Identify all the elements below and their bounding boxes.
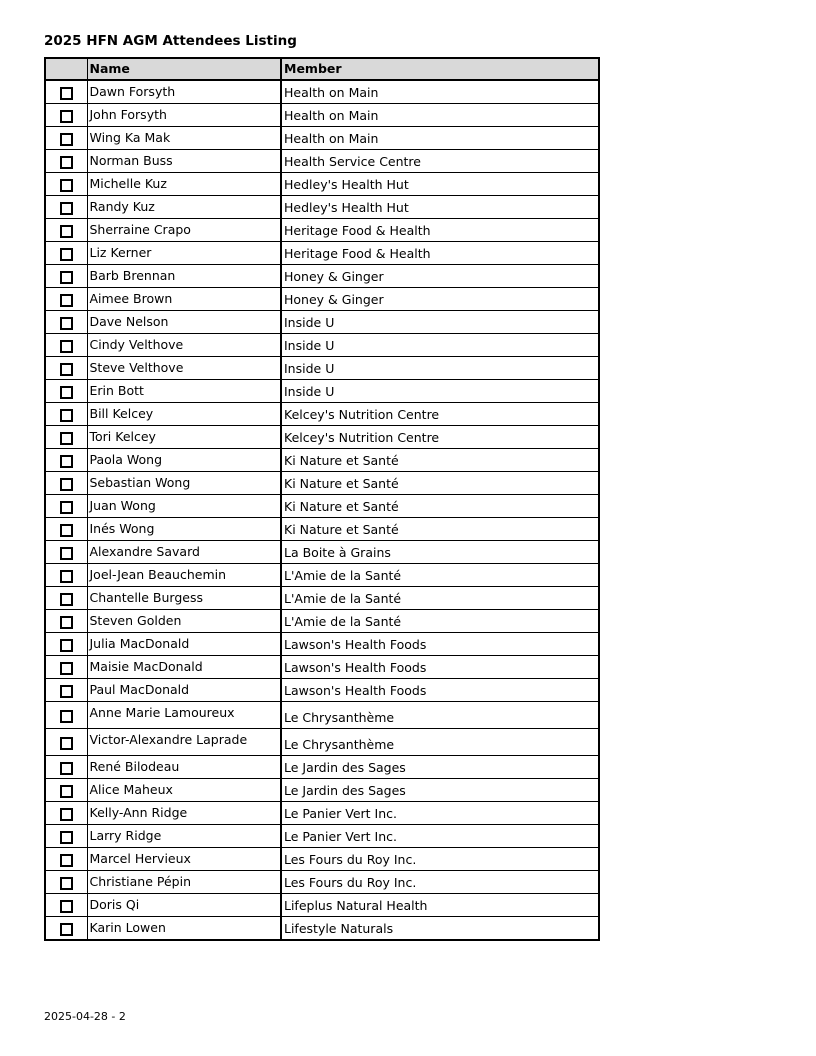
attendee-name: Bill Kelcey [87,403,281,426]
table-row [45,311,599,334]
attendee-name: Tori Kelcey [87,426,281,449]
attendee-member: Lawson's Health Foods [281,633,599,656]
attendance-checkbox-cell [45,80,87,104]
attendance-checkbox[interactable] [60,248,73,261]
attendance-checkbox-cell [45,871,87,894]
table-row [45,756,599,779]
attendance-checkbox-cell [45,518,87,541]
attendee-name: Barb Brennan [87,265,281,288]
attendance-checkbox[interactable] [60,547,73,560]
attendance-checkbox[interactable] [60,87,73,100]
attendance-checkbox-cell [45,380,87,403]
table-row [45,426,599,449]
table-row [45,564,599,587]
table-row [45,449,599,472]
attendee-member: Hedley's Health Hut [281,196,599,219]
attendance-checkbox[interactable] [60,133,73,146]
attendance-checkbox[interactable] [60,662,73,675]
table-row [45,495,599,518]
table-row [45,656,599,679]
attendee-name: Maisie MacDonald [87,656,281,679]
attendance-checkbox[interactable] [60,409,73,422]
table-row [45,518,599,541]
attendee-member: Honey & Ginger [281,265,599,288]
attendee-member: L'Amie de la Santé [281,587,599,610]
attendee-name: Karin Lowen [87,917,281,941]
attendee-member: Le Chrysanthème [281,702,599,729]
table-row [45,917,599,941]
attendee-member: Health Service Centre [281,150,599,173]
attendee-name: Juan Wong [87,495,281,518]
table-row [45,587,599,610]
attendance-checkbox-cell [45,587,87,610]
attendee-member: Ki Nature et Santé [281,518,599,541]
attendee-name: Michelle Kuz [87,173,281,196]
attendance-checkbox-cell [45,802,87,825]
attendance-checkbox[interactable] [60,877,73,890]
attendee-name: Cindy Velthove [87,334,281,357]
attendees-table [44,57,600,941]
attendance-checkbox-cell [45,242,87,265]
table-row [45,472,599,495]
attendance-checkbox[interactable] [60,432,73,445]
member-column-header: Member [281,58,599,80]
attendee-member: Inside U [281,311,599,334]
attendee-name: René Bilodeau [87,756,281,779]
attendee-name: Kelly-Ann Ridge [87,802,281,825]
attendee-member: Le Panier Vert Inc. [281,802,599,825]
attendee-member: Le Jardin des Sages [281,756,599,779]
attendee-member: Inside U [281,380,599,403]
attendee-member: Le Jardin des Sages [281,779,599,802]
attendance-checkbox[interactable] [60,455,73,468]
attendance-checkbox-cell [45,150,87,173]
attendance-checkbox[interactable] [60,363,73,376]
table-row [45,679,599,702]
attendee-member: Heritage Food & Health [281,242,599,265]
attendee-name: Dave Nelson [87,311,281,334]
attendance-checkbox-cell [45,173,87,196]
attendee-name: Wing Ka Mak [87,127,281,150]
attendance-checkbox-cell [45,426,87,449]
table-row [45,80,599,104]
attendee-member: Ki Nature et Santé [281,472,599,495]
attendee-name: Julia MacDonald [87,633,281,656]
table-row [45,848,599,871]
attendee-member: Inside U [281,357,599,380]
attendance-checkbox[interactable] [60,202,73,215]
attendance-checkbox-cell [45,756,87,779]
page-title: 2025 HFN AGM Attendees Listing [44,33,297,49]
attendance-checkbox-cell [45,917,87,941]
attendee-member: Ki Nature et Santé [281,495,599,518]
attendance-checkbox[interactable] [60,737,73,750]
attendance-checkbox[interactable] [60,900,73,913]
table-row [45,802,599,825]
attendee-name: Steven Golden [87,610,281,633]
attendee-member: Les Fours du Roy Inc. [281,871,599,894]
attendance-checkbox[interactable] [60,854,73,867]
attendee-name: Steve Velthove [87,357,281,380]
attendee-member: Lifeplus Natural Health [281,894,599,917]
table-row [45,265,599,288]
attendance-checkbox[interactable] [60,501,73,514]
attendance-checkbox-cell [45,311,87,334]
attendance-checkbox[interactable] [60,340,73,353]
table-row [45,357,599,380]
attendee-member: Inside U [281,334,599,357]
attendance-checkbox-cell [45,702,87,729]
attendee-name: Chantelle Burgess [87,587,281,610]
attendance-checkbox[interactable] [60,386,73,399]
attendance-checkbox-cell [45,104,87,127]
attendance-checkbox-cell [45,779,87,802]
attendance-checkbox[interactable] [60,225,73,238]
attendance-checkbox[interactable] [60,808,73,821]
attendee-name: Norman Buss [87,150,281,173]
attendee-member: Honey & Ginger [281,288,599,311]
attendance-checkbox[interactable] [60,317,73,330]
table-row [45,219,599,242]
attendance-checkbox[interactable] [60,110,73,123]
attendee-name: Randy Kuz [87,196,281,219]
attendee-member: La Boite à Grains [281,541,599,564]
checkbox-column-header [45,58,87,80]
table-row [45,104,599,127]
attendee-name: Alice Maheux [87,779,281,802]
attendance-checkbox[interactable] [60,831,73,844]
attendance-checkbox[interactable] [60,616,73,629]
table-row [45,403,599,426]
attendance-checkbox[interactable] [60,639,73,652]
attendee-name: Sherraine Crapo [87,219,281,242]
attendance-checkbox-cell [45,495,87,518]
attendance-checkbox[interactable] [60,685,73,698]
attendance-checkbox-cell [45,196,87,219]
attendee-member: Lifestyle Naturals [281,917,599,941]
attendance-checkbox-cell [45,633,87,656]
table-row [45,150,599,173]
attendee-name: Paola Wong [87,449,281,472]
attendee-name: Paul MacDonald [87,679,281,702]
attendee-rows [45,80,599,940]
attendance-checkbox[interactable] [60,710,73,723]
attendance-checkbox-cell [45,729,87,756]
attendee-name: Inés Wong [87,518,281,541]
table-row [45,871,599,894]
attendee-name: Anne Marie Lamoureux [87,702,281,729]
attendee-member: Health on Main [281,104,599,127]
attendance-checkbox-cell [45,472,87,495]
table-row [45,242,599,265]
attendee-member: Kelcey's Nutrition Centre [281,426,599,449]
table-header-row [45,58,599,80]
attendee-member: L'Amie de la Santé [281,610,599,633]
attendee-name: Erin Bott [87,380,281,403]
attendance-checkbox[interactable] [60,923,73,936]
attendee-member: Lawson's Health Foods [281,656,599,679]
attendee-name: Liz Kerner [87,242,281,265]
attendee-name: Dawn Forsyth [87,80,281,104]
table-row [45,173,599,196]
attendee-member: Health on Main [281,80,599,104]
attendee-member: Les Fours du Roy Inc. [281,848,599,871]
attendance-checkbox-cell [45,610,87,633]
attendance-checkbox-cell [45,288,87,311]
attendance-checkbox-cell [45,825,87,848]
attendee-name: Joel-Jean Beauchemin [87,564,281,587]
attendance-checkbox[interactable] [60,271,73,284]
table-row [45,702,599,729]
attendee-member: Le Panier Vert Inc. [281,825,599,848]
attendee-member: Hedley's Health Hut [281,173,599,196]
attendance-checkbox-cell [45,848,87,871]
attendee-member: Ki Nature et Santé [281,449,599,472]
attendance-checkbox[interactable] [60,179,73,192]
attendee-name: Alexandre Savard [87,541,281,564]
table-row [45,825,599,848]
attendance-checkbox-cell [45,334,87,357]
table-row [45,380,599,403]
table-row [45,610,599,633]
attendance-checkbox[interactable] [60,524,73,537]
attendee-member: Kelcey's Nutrition Centre [281,403,599,426]
table-row [45,288,599,311]
attendee-member: Heritage Food & Health [281,219,599,242]
attendance-checkbox[interactable] [60,156,73,169]
page-footer: 2025-04-28 - 2 [44,1010,126,1023]
attendee-name: Sebastian Wong [87,472,281,495]
attendance-checkbox-cell [45,541,87,564]
table-row [45,127,599,150]
attendance-checkbox[interactable] [60,593,73,606]
attendee-member: Le Chrysanthème [281,729,599,756]
attendance-checkbox[interactable] [60,570,73,583]
attendee-name: Christiane Pépin [87,871,281,894]
attendance-checkbox[interactable] [60,478,73,491]
table-row [45,779,599,802]
attendance-checkbox[interactable] [60,762,73,775]
attendance-checkbox-cell [45,679,87,702]
attendee-member: L'Amie de la Santé [281,564,599,587]
attendee-name: Doris Qi [87,894,281,917]
attendee-name: Aimee Brown [87,288,281,311]
attendance-checkbox-cell [45,265,87,288]
attendance-checkbox-cell [45,127,87,150]
attendance-checkbox[interactable] [60,294,73,307]
table-row [45,334,599,357]
attendance-checkbox-cell [45,656,87,679]
attendance-checkbox-cell [45,357,87,380]
attendee-name: John Forsyth [87,104,281,127]
table-row [45,633,599,656]
name-column-header: Name [87,58,281,80]
attendance-checkbox-cell [45,403,87,426]
attendee-name: Marcel Hervieux [87,848,281,871]
attendance-checkbox-cell [45,894,87,917]
attendance-checkbox[interactable] [60,785,73,798]
attendee-member: Health on Main [281,127,599,150]
table-row [45,729,599,756]
attendee-name: Victor-Alexandre Laprade [87,729,281,756]
attendance-checkbox-cell [45,449,87,472]
attendance-checkbox-cell [45,564,87,587]
table-row [45,541,599,564]
table-row [45,196,599,219]
attendee-member: Lawson's Health Foods [281,679,599,702]
table-row [45,894,599,917]
attendee-name: Larry Ridge [87,825,281,848]
attendance-checkbox-cell [45,219,87,242]
